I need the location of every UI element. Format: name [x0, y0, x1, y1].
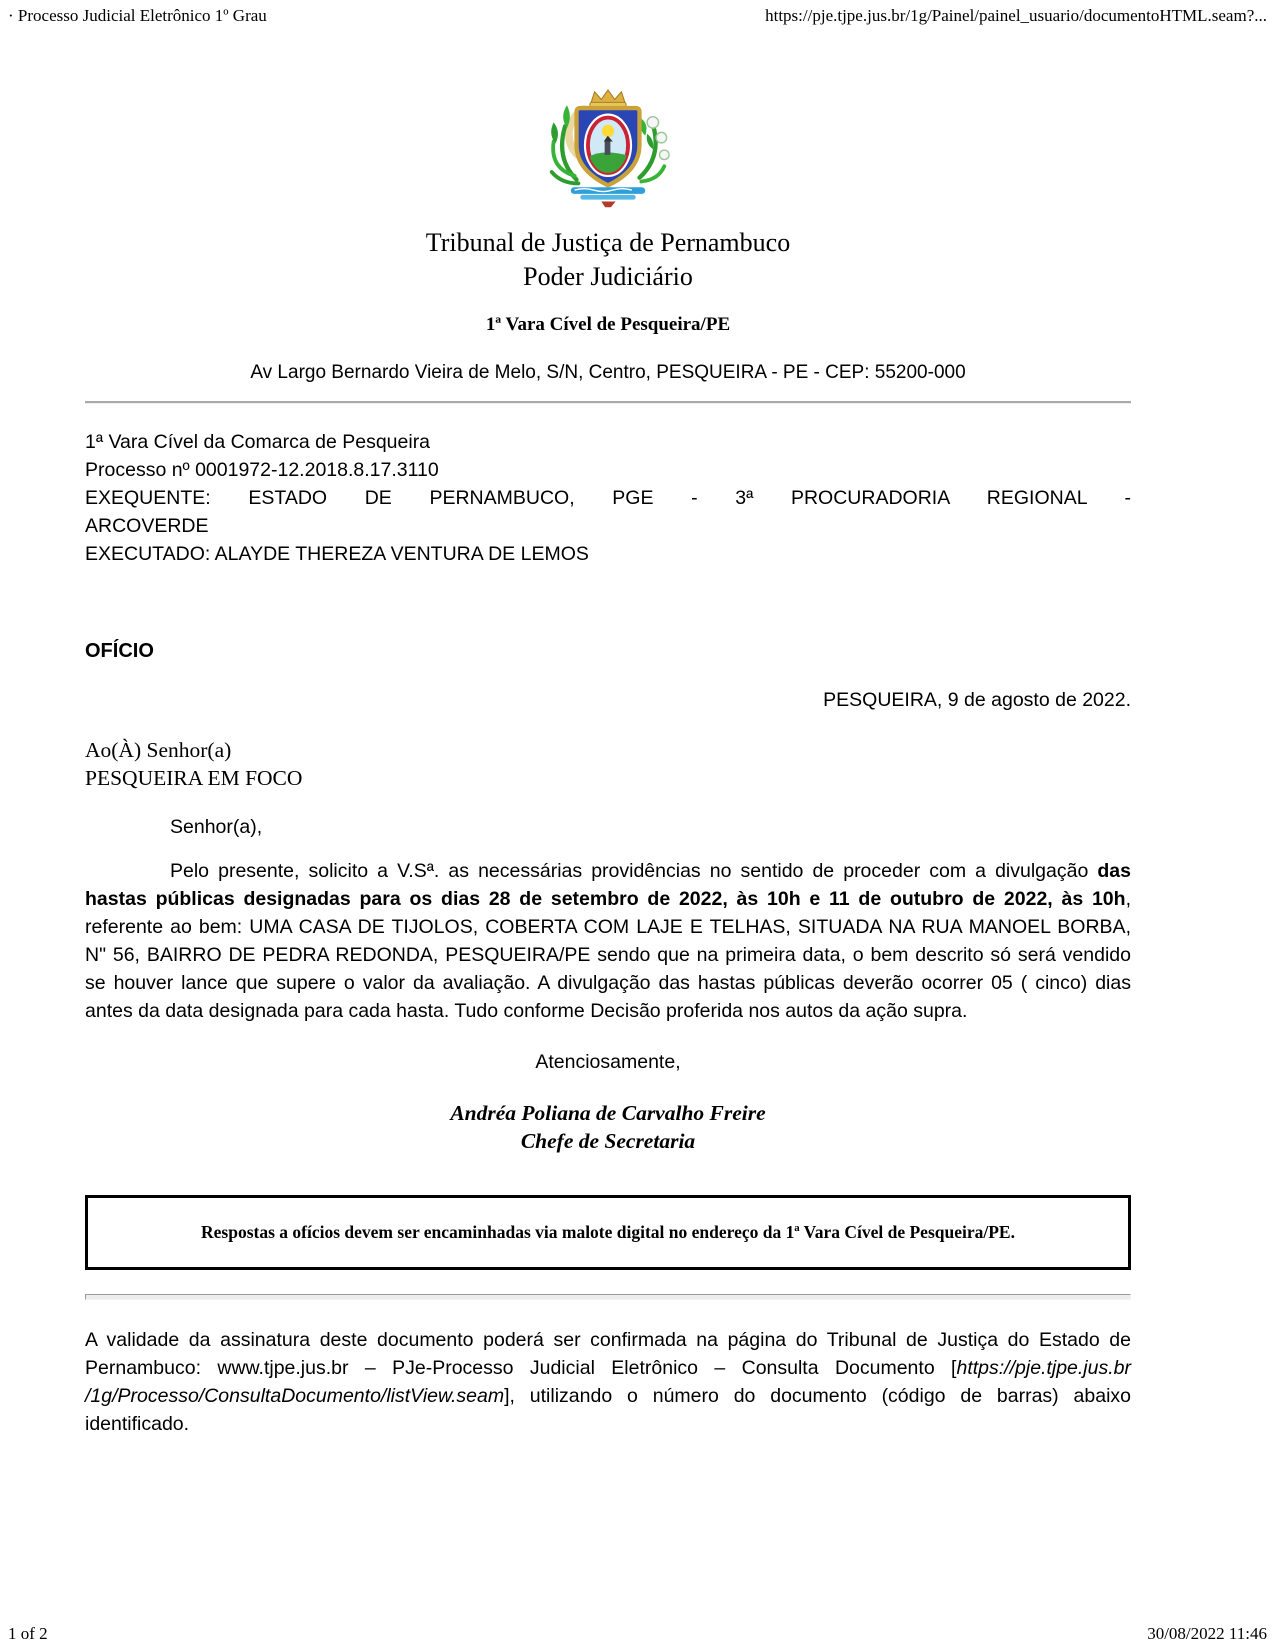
validation-text-before-url: A validade da assinatura deste documento poderá ser confirmada na página do Tribunal de Justiça do Estado de Pernambuco: www.tjpe.jus.br – PJe-Processo Judicial Eletrônico – Consulta Documento [: [85, 1329, 1131, 1379]
body-text-before-bold: Pelo presente, solicito a V.Sª. as necessárias providências no sentido de proceder com a divulgação: [170, 860, 1098, 882]
letter-body-paragraph: [85, 857, 1131, 1025]
addressee-block: [85, 736, 1131, 792]
validation-consulta-url: https://pje.tjpe.jus.br /1g/Processo/ConsultaDocumento/listView.seam: [85, 1357, 1131, 1407]
print-header: [8, 6, 1267, 26]
body-text-bold-dates: das hastas públicas designadas para os dias 28 de setembro de 2022, às 10h e 11 de outubro de 2022, às 10h: [85, 860, 1131, 910]
print-header-url: https://pje.tjpe.jus.br/1g/Painel/painel_usuario/documentoHTML.seam?...: [765, 6, 1267, 25]
signer-name: Andréa Poliana de Carvalho Freire: [450, 1101, 766, 1125]
signature-block: [85, 1099, 1131, 1155]
letter-date-line: PESQUEIRA, 9 de agosto de 2022.: [823, 689, 1131, 711]
case-process-number: Processo nº 0001972-12.2018.8.17.3110: [85, 459, 439, 481]
court-name: [85, 226, 1131, 294]
case-info: [85, 428, 1131, 568]
signer-title: Chefe de Secretaria: [520, 1129, 696, 1153]
footer-divider: [85, 1294, 1131, 1300]
document-type-heading: OFÍCIO: [85, 640, 154, 662]
court-unit: 1ª Vara Cível de Pesqueira/PE: [485, 314, 731, 335]
case-plaintiff-line: EXEQUENTE: ESTADO DE PERNAMBUCO, PGE - 3ª PROCURADORIA REGIONAL -: [85, 487, 1131, 509]
letter-closing: Atenciosamente,: [535, 1051, 681, 1073]
validation-text-after-url: ], utilizando o número do documento (código de barras) abaixo identificado.: [85, 1385, 1131, 1435]
addressee-salutation: Ao(À) Senhor(a): [85, 738, 232, 762]
case-plaintiff-line-2: ARCOVERDE: [85, 515, 209, 537]
court-name-line: Tribunal de Justiça de Pernambuco: [425, 228, 791, 257]
malote-digital-notice-box: [85, 1195, 1131, 1270]
page-indicator: 1 of 2: [8, 1624, 48, 1643]
print-footer: [8, 1624, 1267, 1644]
pernambuco-coat-of-arms-icon: [546, 88, 670, 214]
signature-validation-paragraph: [85, 1326, 1131, 1438]
case-court-line: 1ª Vara Cível da Comarca de Pesqueira: [85, 431, 431, 453]
body-text-after-bold: , referente ao bem: UMA CASA DE TIJOLOS, COBERTA COM LAJE E TELHAS, SITUADA NA RUA MANOEL BORBA, N" 56, BAIRRO DE PEDRA REDONDA, PESQUEIRA/PE sendo que na primeira data, o bem descrito só será vendido se houver lance que supere o valor da avaliação. A divulgação das hastas públicas deverão ocorrer 05 ( cinco) dias antes da data designada para cada hasta. Tudo conforme Decisão proferida nos autos da ação supra.: [85, 888, 1131, 1022]
header-divider: [85, 401, 1131, 404]
print-timestamp: 30/08/2022 11:46: [1147, 1624, 1267, 1643]
letter-salutation: Senhor(a),: [170, 816, 263, 838]
case-defendant-line: EXECUTADO: ALAYDE THEREZA VENTURA DE LEMOS: [85, 543, 589, 565]
malote-digital-notice-text: Respostas a ofícios devem ser encaminhadas via malote digital no endereço da 1ª Vara Cível de Pesqueira/PE.: [201, 1222, 1015, 1242]
court-address: Av Largo Bernardo Vieira de Melo, S/N, Centro, PESQUEIRA - PE - CEP: 55200-000: [250, 362, 966, 383]
document-body: [85, 52, 1131, 1438]
addressee-name: PESQUEIRA EM FOCO: [85, 766, 303, 790]
branch-name-line: Poder Judiciário: [523, 262, 693, 291]
print-header-title: · Processo Judicial Eletrônico 1º Grau: [8, 6, 267, 25]
